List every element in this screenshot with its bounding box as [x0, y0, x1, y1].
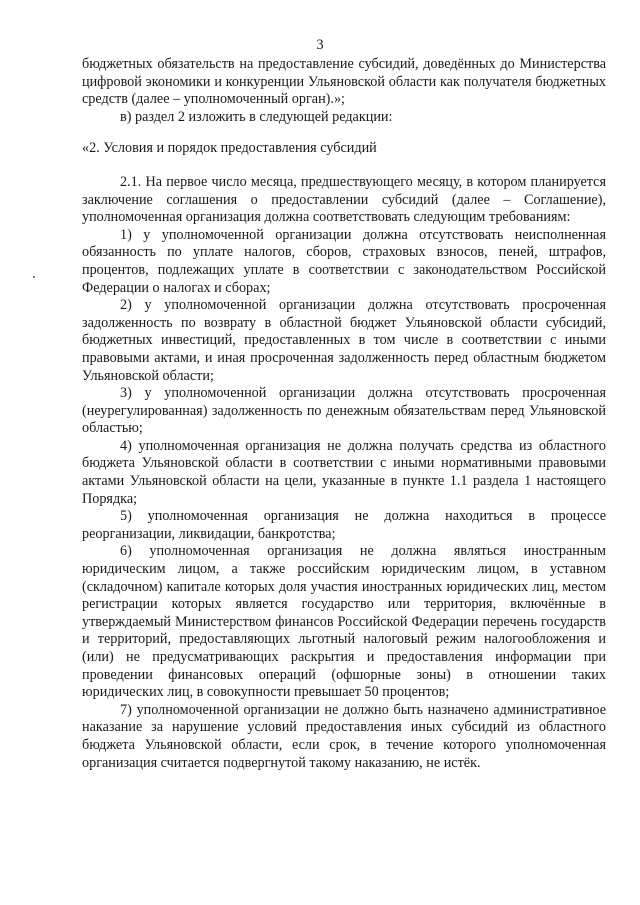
requirement-item-1: 1) у уполномоченной организации должна отсутствовать неисполненная обязанность по уплате налогов, сборов, страховых взносов, пеней, штрафов, процентов, подлежащих уплате в соответствии с законодательством Российской Федерации о налогах и сборах; [82, 226, 606, 296]
page-number: 3 [316, 37, 324, 53]
paragraph-amendment-v: в) раздел 2 изложить в следующей редакции: [120, 108, 393, 125]
requirement-item-7: 7) уполномоченной организации не должно быть назначено административное наказание за нарушение условий предоставления иных субсидий из областного бюджета Ульяновской области, если срок, в течение которого уполномоченная организация считается подвергнутой такому наказанию, не истёк. [82, 701, 606, 771]
requirement-item-4: 4) уполномоченная организация не должна получать средства из областного бюджета Ульяновской области в соответствии с иными нормативными правовыми актами Ульяновской области на цели, указанные в пункте 1.1 раздела 1 настоящего Порядка; [82, 437, 606, 507]
requirement-item-2: 2) у уполномоченной организации должна отсутствовать просроченная задолженность по возврату в областной бюджет Ульяновской области субсидий, бюджетных инвестиций, предоставленных в том числе в соответствии с иными правовыми актами, и иная просроченная задолженность перед областным бюджетом Ульяновской области; [82, 297, 606, 384]
requirement-item-6: 6) уполномоченная организация не должна являться иностранным юридическим лицом, а также российским юридическим лицом, в уставном (складочном) капитале которых доля участия иностранных юридических лиц, местом регистрации которых является государство или территория, включённые в утверждаемый Министерством финансов Российской Федерации перечень государств и территорий, предоставляющих льготный налоговый режим налогообложения и (или) не предусматривающих раскрытия и предоставления информации при проведении финансовых операций (офшорные зоны) в отношении таких юридических лиц, в совокупности превышает 50 процентов; [82, 543, 606, 701]
requirement-item-5: 5) уполномоченная организация не должна находиться в процессе реорганизации, ликвидации, банкротства; [82, 508, 606, 542]
paragraph-2-1: 2.1. На первое число месяца, предшествующего месяцу, в котором планируется заключение соглашения о предоставлении субсидий (далее – Соглашение), уполномоченная организация должна соответствовать следующим требованиям: [82, 173, 606, 226]
requirement-item-3: 3) у уполномоченной организации должна отсутствовать просроченная (неурегулированная) задолженность по денежным обязательствам перед Ульяновской областью; [82, 385, 606, 437]
section-heading: «2. Условия и порядок предоставления субсидий [82, 140, 377, 157]
paragraph-continuation: бюджетных обязательств на предоставление субсидий, доведённых до Министерства цифровой экономики и конкуренции Ульяновской области как получателя бюджетных средств (далее – уполномоченный орган).»; [82, 56, 606, 108]
scan-speck [33, 276, 35, 278]
document-body [82, 56, 606, 772]
